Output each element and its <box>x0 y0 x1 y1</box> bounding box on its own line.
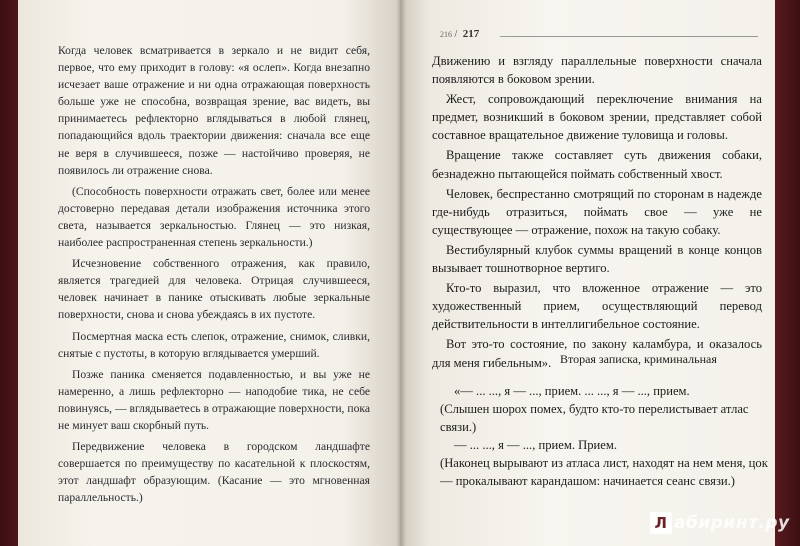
left-paragraph-6: Передвижение человека в городском ландшафте совершается по преимуществу по касательной к плоскостям, этот ландшафт образующим. (Касание — это мгновенная параллельность.) <box>58 440 370 505</box>
book-gutter <box>396 0 406 546</box>
left-paragraph-5: Позже паника сменяется подавленностью, и вы уже не намеренно, а лишь рефлекторно — наподобие тика, не себе повинуясь, — вглядываетесь в отражающие поверхности, пока не минует ваш скорбный путь. <box>58 367 370 432</box>
page-number-left: 216 <box>440 30 452 39</box>
page-number-right: 217 <box>462 28 480 40</box>
labirint-logo-icon: Л <box>650 512 672 534</box>
right-paragraph-1: Движению и взгляду параллельные поверхности сначала появляются в боковом зрении. <box>432 54 762 87</box>
dialog-line-2: (Слышен шорох помех, будто кто-то перелистывает атлас связи.) <box>440 402 749 435</box>
labirint-watermark <box>650 512 790 534</box>
dialog-block <box>440 382 770 491</box>
right-paragraph-7: Вот это-то состояние, по закону каламбура, и оказалось для меня гибельным». <box>432 337 762 370</box>
right-paragraph-6: Кто-то выразил, что вложенное отражение — это художественный прием, осуществляющий перевод действительности в интеллигибельное состояние. <box>432 281 762 332</box>
section-title: Вторая записка, криминальная <box>560 352 717 366</box>
watermark-text: абиринт.ру <box>674 513 790 533</box>
header-rule <box>500 36 758 37</box>
right-paragraph-4: Человек, беспрестанно смотрящий по сторонам в надежде где-нибудь отразиться, поймать свое — уже не существующее — отражение, похож на такую собаку. <box>432 186 762 237</box>
left-paragraph-3: Исчезновение собственного отражения, как правило, является трагедией для человека. Отрицая случившееся, человек начинает в панике отыскивать любые зеркальные поверхности, снова и снова убеждаясь в их пустоте. <box>58 257 370 322</box>
dialog-line-4: (Наконец вырывают из атласа лист, находят на нем меня, цок — прокалывают карандашом: начинается сеанс связи.) <box>440 456 768 489</box>
right-page-text <box>432 52 762 374</box>
dialog-line-3: — ... ..., я — ..., прием. Прием. <box>454 438 617 453</box>
right-paragraph-2: Жест, сопровождающий переключение внимания на предмет, возникший в боковом зрении, представляет собой составное вращательное движение туловища и головы. <box>432 92 762 143</box>
left-paragraph-2: (Способность поверхности отражать свет, более или менее достоверно передавая детали изображения источника этого света, называется зеркальностью. Глянец — это низкая, наиболее распространенная степень зеркальности.) <box>58 184 370 250</box>
left-paragraph-4: Посмертная маска есть слепок, отражение, снимок, сливки, снятые с пустоты, в которую вглядывается умерший. <box>58 329 370 360</box>
right-paragraph-5: Вестибулярный клубок суммы вращений в конце концов вызывает тошнотворное вертиго. <box>432 242 762 276</box>
dialog-line-1: «— ... ..., я — ..., прием. ... ..., я — ..., прием. <box>454 384 690 398</box>
right-paragraph-3: Вращение также составляет суть движения собаки, безнадежно пытающейся поймать собственный хвост. <box>432 148 762 181</box>
page-header <box>440 28 760 44</box>
page-number-separator: / <box>454 29 458 40</box>
left-paragraph-1: Когда человек всматривается в зеркало и не видит себя, первое, что ему приходит в голову: «я ослеп». Когда внезапно исчезает ваше отражение и ни одна отражающая поверхность больше уже не способна, возвращая зрение, вас видеть, вы принимаетесь рефлекторно вглядываться в любой глянец, попадающийся вдоль траектории движения: сначала все еще не веря в случившееся, позже — настойчиво проверяя, не появилось ли отражение снова. <box>58 44 370 177</box>
left-page-text <box>58 42 370 510</box>
